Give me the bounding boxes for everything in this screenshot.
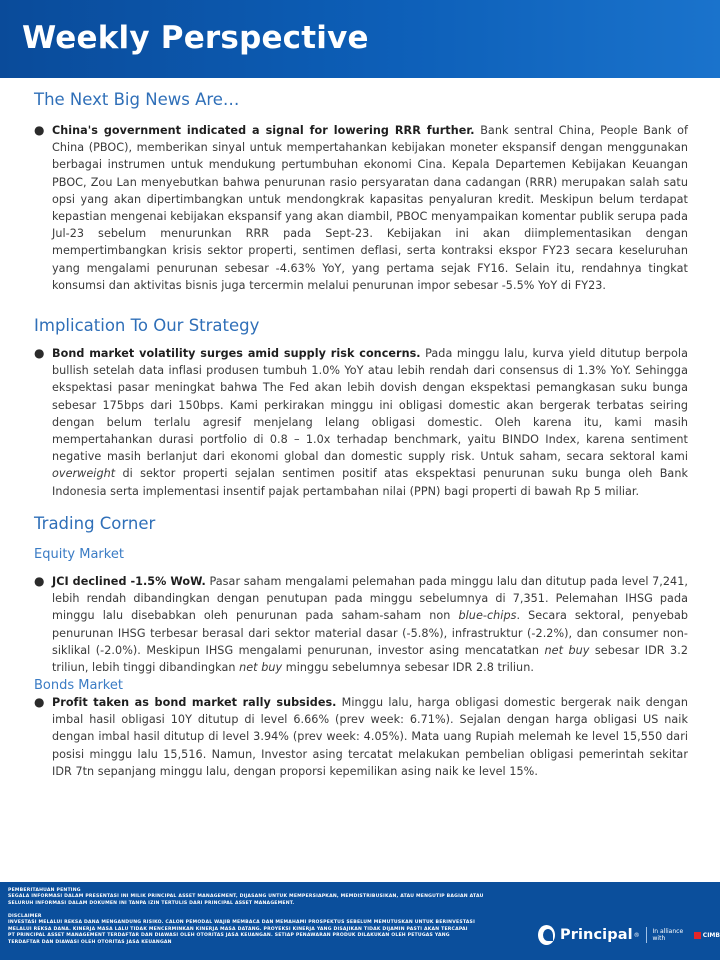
footer-disclaimer-line-3: PT PRINCIPAL ASSET MANAGEMENT TERDAFTAR DAN DIAWASI OLEH OTORITAS JASA KEUANGAN. SETIAP PENAWARAN PRODUK DILAKUKAN OLEH PETUGAS YANG	[8, 933, 450, 939]
body-implication-italic: overweight	[52, 467, 116, 481]
bullet-next-news	[34, 122, 688, 294]
page-header	[0, 0, 720, 78]
section-title-trading: Trading Corner	[34, 514, 156, 533]
principal-logo-icon	[538, 925, 555, 945]
paragraph-bonds	[52, 694, 688, 780]
alliance-text: In alliance with	[652, 928, 684, 942]
body-equity-1: Pasar saham mengalami pelemahan pada minggu lalu dan ditutup pada level 7,241, lebih rendah dibandingkan dengan penutupan pada minggu sebelumnya di 7,351. Pelemahan IHSG pada minggu lalu disebabkan oleh penurunan pada saham-saham non	[52, 575, 688, 623]
registered-mark: ®	[633, 931, 640, 939]
paragraph-implication	[52, 345, 688, 500]
cimb-logo-name: CIMB	[702, 931, 720, 939]
paragraph-equity	[52, 573, 688, 676]
body-equity-3: sebesar IDR 3.2 triliun, lebih tinggi dibandingkan	[52, 643, 688, 675]
body-next-news: Bank sentral China, People Bank of China (PBOC), memberikan sinyal untuk mempertahankan kebijakan moneter ekspansif dengan menggunakan berbagai instrumen untuk mendukung pertumbuhan ekonomi Cina. Kepala Departemen Kebijakan Keuangan PBOC, Zou Lan menyebutkan bahwa penurunan rasio persyaratan dana cadangan (RRR) merupakan salah satu opsi yang akan dipertimbangkan untuk mendongkrak kapasitas penyaluran kredit. Meskipun belum terdapat kepastian mengenai kebijakan ekspansif yang akan diambil, PBOC menyampaikan komentar publik serupa pada Jul-23 sebelum menurunkan RRR pada Sept-23. Kebijakan ini akan diimplementasikan dengan mempertimbangkan krisis sektor properti, sentimen deflasi, serta kontraksi ekspor FY23 secara keseluruhan yang mengalami penurunan sebesar -4.63% YoY, yang pertama sejak FY16. Selain itu, rendahnya tingkat konsumsi dan aktivitas bisnis juga tercermin melalui penurunan impor sebesar -5.5% YoY di FY23.	[52, 124, 688, 292]
body-equity-4: minggu sebelumnya sebesar IDR 2.8 triliun.	[282, 661, 534, 675]
paragraph-next-news	[52, 122, 688, 294]
principal-logo	[538, 922, 720, 948]
lead-next-news: China's government indicated a signal for lowering RRR further.	[52, 124, 475, 137]
page-title: Weekly Perspective	[22, 20, 369, 56]
bullet-bonds	[34, 694, 688, 780]
bullet-equity	[34, 573, 688, 676]
body-bonds: Minggu lalu, harga obligasi domestic bergerak naik dengan imbal hasil obligasi 10Y ditutup di level 6.66% (prev week: 6.71%). Sejalan dengan harga obligasi US naik dengan imbal hasil ditutup di level 3.94% (prev week: 4.05%). Mata uang Rupiah melemah ke level 15,550 dari posisi minggu lalu 15,516. Namun, Investor asing tercatat melakukan pembelian obligasi pemerintah sekitar IDR 7tn sepanjang minggu lalu, dengan proporsi kepemilikan asing naik ke level 15%.	[52, 696, 688, 778]
lead-bonds: Profit taken as bond market rally subsides.	[52, 696, 337, 709]
bullet-dot-icon: ●	[34, 695, 45, 709]
footer-disclaimer	[8, 914, 528, 946]
footer-disclaimer-line-1: INVESTASI MELALUI REKSA DANA MENGANDUNG RISIKO. CALON PEMODAL WAJIB MEMBACA DAN MEMAHAMI PROSPEKTUS SEBELUM MEMUTUSKAN UNTUK BERINVESTASI	[8, 920, 475, 926]
footer-disclaimer-title: DISCLAIMER	[8, 914, 42, 919]
footer-disclaimer-line-4: TERDAFTAR DAN DIAWASI OLEH OTORITAS JASA KEUANGAN	[8, 939, 172, 945]
body-equity-italic-2: net buy	[544, 643, 590, 657]
body-equity-italic-3: net buy	[239, 661, 283, 675]
footer-notice-title: PEMBERITAHUAN PENTING	[8, 888, 81, 893]
body-equity-2: . Secara sektoral, penyebab penurunan IHSG terbesar berasal dari sektor material dasar (-5.8%), infrastruktur (-2.2%), dan consumer non-siklikal (-2.0%). Meskipun IHSG mengalami penurunan, investor asing mencatatkan	[52, 609, 689, 657]
lead-implication: Bond market volatility surges amid supply risk concerns.	[52, 347, 421, 360]
lead-equity: JCI declined -1.5% WoW.	[52, 575, 206, 588]
bullet-implication	[34, 345, 688, 500]
body-implication-2: di sektor properti sejalan sentimen positif atas ekspektasi penurunan suku bunga oleh Bank Indonesia serta implementasi insentif pajak pertambahan nilai (PPN) bagi properti di bawah Rp 5 miliar.	[52, 467, 688, 498]
bullet-dot-icon: ●	[34, 346, 45, 360]
footer-notice-line-2: SELURUH INFORMASI DALAM DOKUMEN INI TANPA IZIN TERTULIS DARI PRINCIPAL ASSET MANAGEMENT.	[8, 900, 295, 906]
logo-divider	[646, 927, 647, 943]
body-equity-italic-1: blue-chips	[458, 609, 517, 623]
bullet-dot-icon: ●	[34, 123, 45, 137]
section-title-implication: Implication To Our Strategy	[34, 316, 260, 335]
cimb-logo-icon	[694, 932, 701, 939]
section-title-next-news: The Next Big News Are…	[34, 90, 240, 109]
bullet-dot-icon: ●	[34, 574, 45, 588]
subtitle-equity-market: Equity Market	[34, 547, 124, 562]
subtitle-bonds-market: Bonds Market	[34, 678, 123, 693]
footer-disclaimer-line-2: MELALUI REKSA DANA. KINERJA MASA LALU TIDAK MENCERMINKAN KINERJA MASA DATANG. PROYEKSI KINERJA YANG DISAJIKAN TIDAK DIJAMIN PASTI AKAN TERCAPAI	[8, 926, 468, 932]
footer-notice-line-1: SEGALA INFORMASI DALAM PRESENTASI INI MILIK PRINCIPAL ASSET MANAGEMENT, DIJASANG UNTUK MEMPERSIAPKAN, MEMDISTRIBUSIKAN, ATAU MENGUTIP BAGIAN ATAU	[8, 894, 484, 900]
body-implication-1: Pada minggu lalu, kurva yield ditutup berpola bullish setelah data inflasi produsen tumbuh 1.0% YoY atau lebih rendah dari consensus di 1.3% YoY. Sehingga ekspektasi pasar meningkat bahwa The Fed akan lebih dovish dengan ekspektasi pemangkasan suku bunga sebesar 175bps dari 150bps. Kami perkirakan minggu ini obligasi domestic akan bergerak terbatas seiring dengan belum terlalu agresif menjelang lelang obligasi domestic. Oleh karena itu, kami masih mempertahankan durasi portfolio di 0.8 – 1.0x terhadap benchmark, yaitu BINDO Index, karena sentiment negative masih berlanjut dari ekonomi global dan domestic supply risk. Untuk saham, secara sektoral kami	[52, 347, 688, 464]
principal-logo-name: Principal	[560, 927, 633, 943]
footer-notice	[8, 888, 528, 907]
